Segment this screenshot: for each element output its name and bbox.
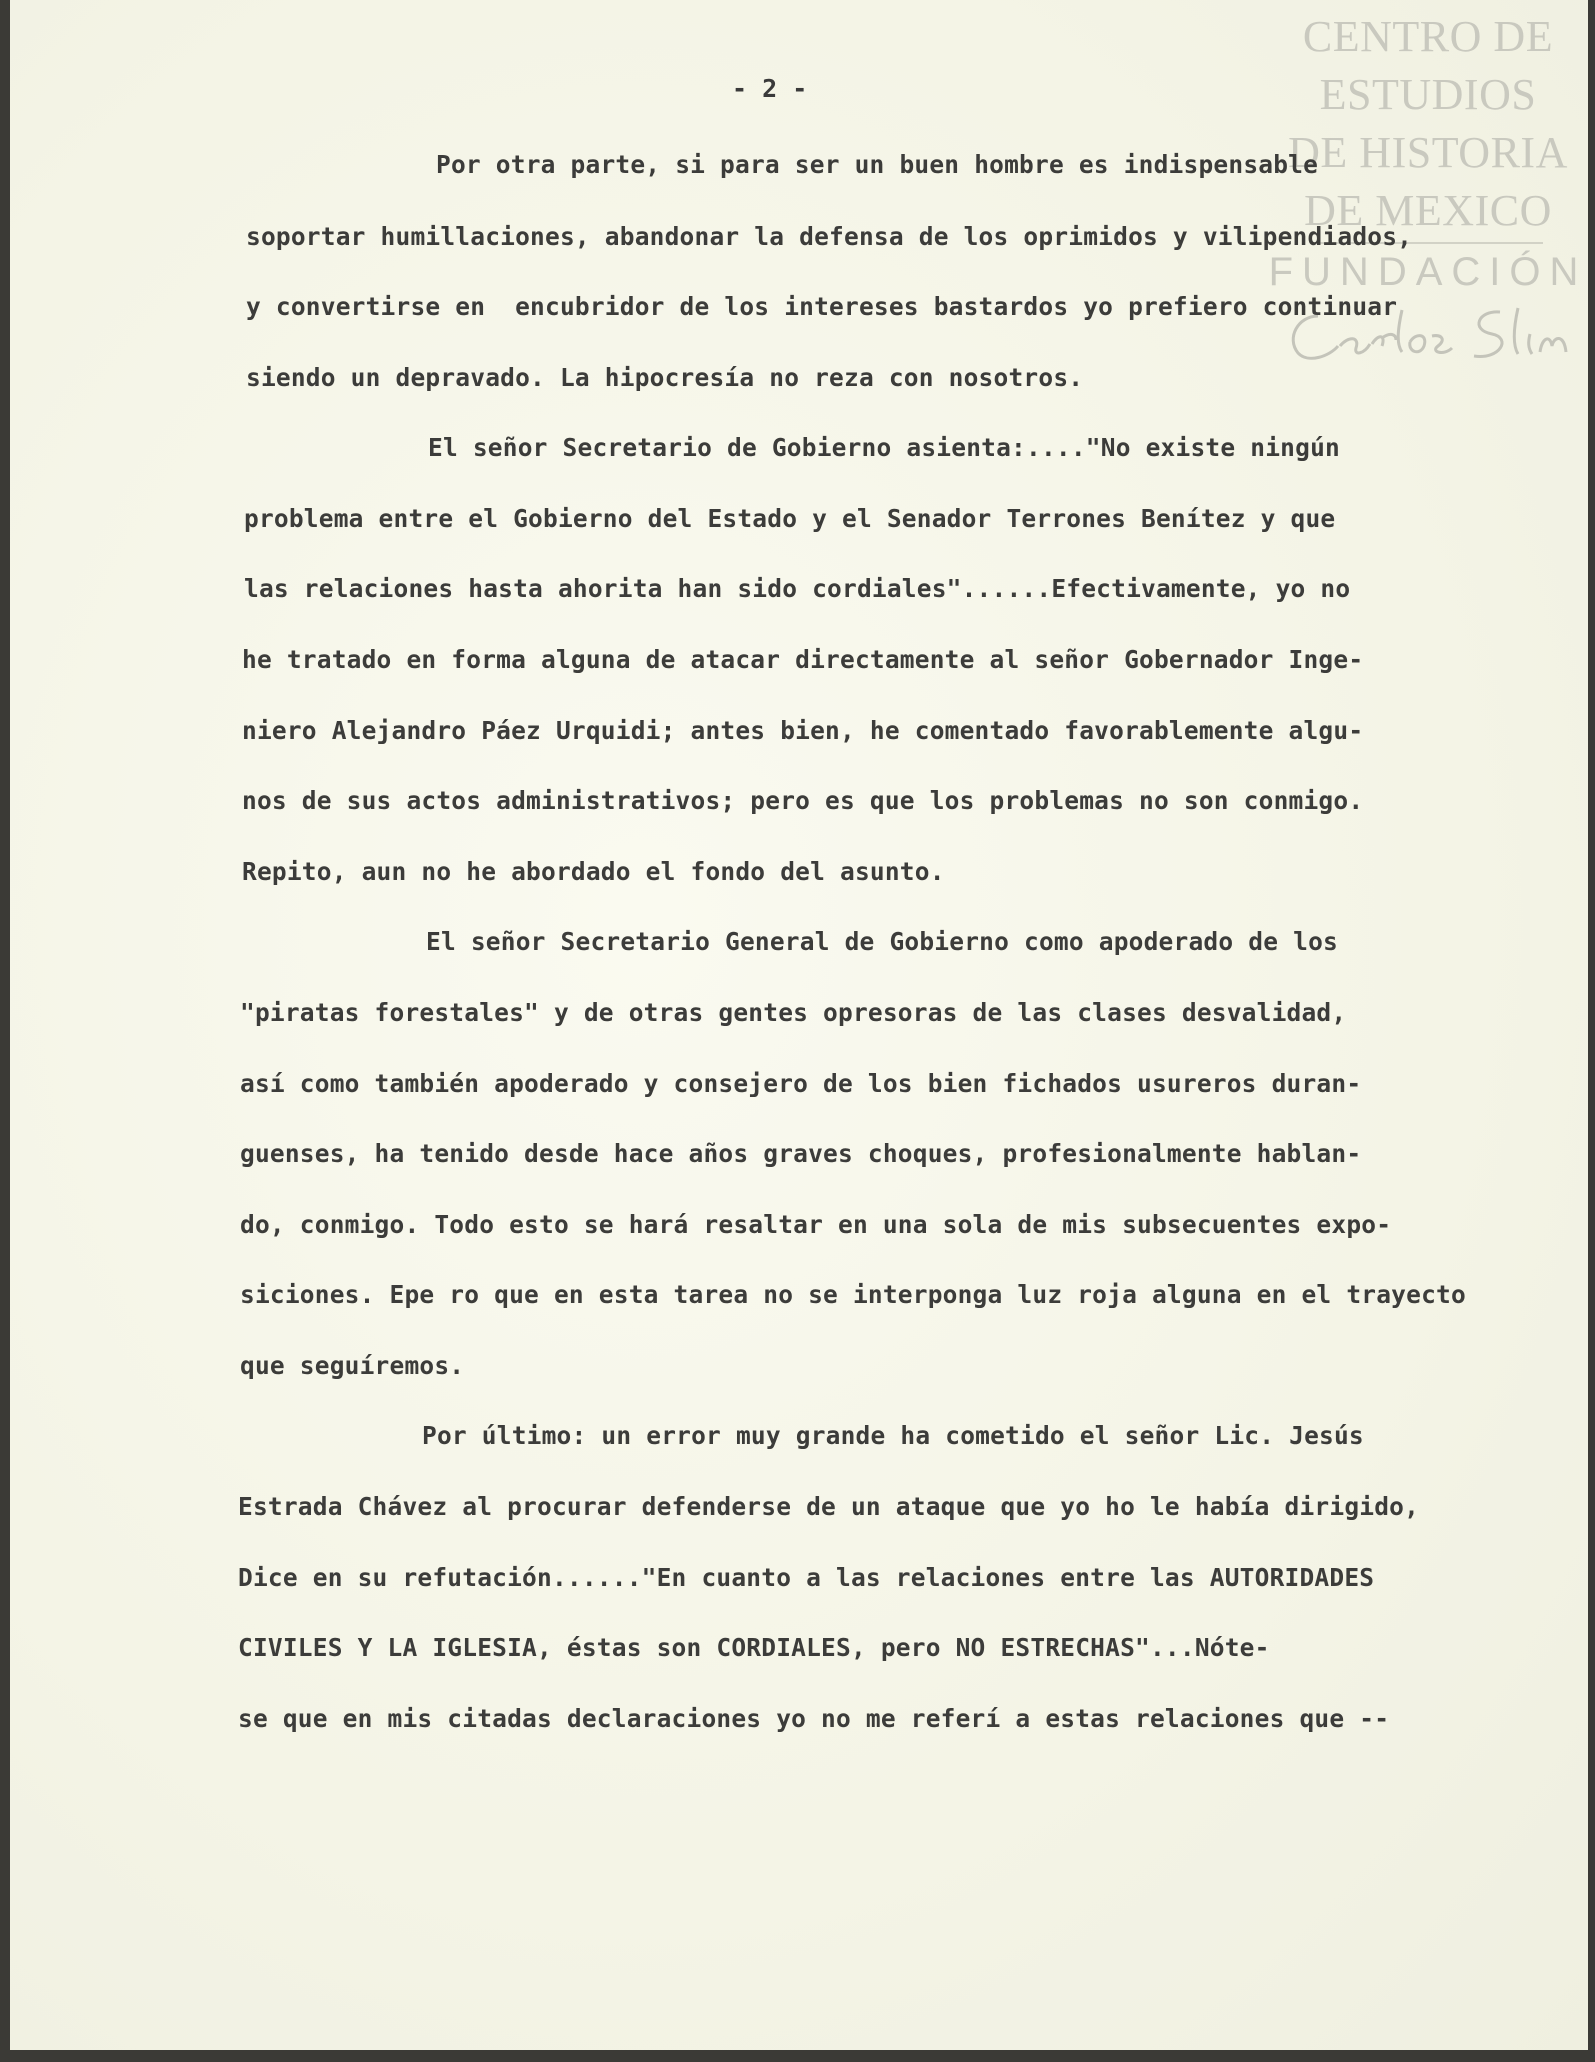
text-line: siendo un depravado. La hipocresía no reza con nosotros. xyxy=(246,363,1084,392)
text-line: así como también apoderado y consejero de los bien fichados usureros duran- xyxy=(240,1069,1362,1098)
text-line: niero Alejandro Páez Urquidi; antes bien, he comentado favorablemente algu- xyxy=(242,716,1364,745)
text-line: y convertirse en encubridor de los intereses bastardos yo prefiero continuar xyxy=(246,292,1398,321)
text-line: El señor Secretario General de Gobierno como apoderado de los xyxy=(426,927,1338,956)
text-line: Por último: un error muy grande ha cometido el señor Lic. Jesús xyxy=(422,1421,1364,1450)
watermark-line-3: DE HISTORIA xyxy=(1288,128,1568,177)
text-line: las relaciones hasta ahorita han sido cordiales"......Efectivamente, yo no xyxy=(244,574,1351,603)
text-line: El señor Secretario de Gobierno asienta:...."No existe ningún xyxy=(428,433,1340,462)
text-line: do, conmigo. Todo esto se hará resaltar en una sola de mis subsecuentes expo- xyxy=(240,1210,1392,1239)
text-line: Dice en su refutación......"En cuanto a las relaciones entre las AUTORIDADES xyxy=(238,1563,1375,1592)
text-line: he tratado en forma alguna de atacar directamente al señor Gobernador Inge- xyxy=(242,645,1364,674)
text-line: Por otra parte, si para ser un buen hombre es indispensable xyxy=(436,150,1319,179)
watermark-line-1: CENTRO DE xyxy=(1302,12,1554,61)
watermark-line-4: DE MEXICO xyxy=(1304,186,1552,235)
text-line: guenses, ha tenido desde hace años graves choques, profesionalmente hablan- xyxy=(240,1139,1362,1168)
page-number: - 2 - xyxy=(732,74,808,103)
text-line: Repito, aun no he abordado el fondo del asunto. xyxy=(242,857,945,886)
watermark-line-5: FUNDACIÓN xyxy=(1268,250,1588,294)
text-line: soportar humillaciones, abandonar la defensa de los oprimidos y vilipendiados, xyxy=(246,222,1413,251)
watermark-line-2: ESTUDIOS xyxy=(1319,70,1537,119)
text-line: CIVILES Y LA IGLESIA, éstas son CORDIALES, pero NO ESTRECHAS"...Nóte- xyxy=(238,1633,1270,1662)
text-line: Estrada Chávez al procurar defenderse de un ataque que yo ho le había dirigido, xyxy=(238,1492,1420,1521)
text-line: siciones. Epe ro que en esta tarea no se interponga luz roja alguna en el trayecto xyxy=(240,1280,1466,1309)
text-line: nos de sus actos administrativos; pero es que los problemas no son conmigo. xyxy=(242,786,1364,815)
text-line: se que en mis citadas declaraciones yo no me referí a estas relaciones que -- xyxy=(238,1704,1390,1733)
text-line: "piratas forestales" y de otras gentes opresoras de las clases desvalidad, xyxy=(240,998,1347,1027)
document-page xyxy=(10,0,1588,2050)
text-line: problema entre el Gobierno del Estado y el Senador Terrones Benítez y que xyxy=(244,504,1336,533)
text-line: que seguíremos. xyxy=(240,1351,465,1380)
